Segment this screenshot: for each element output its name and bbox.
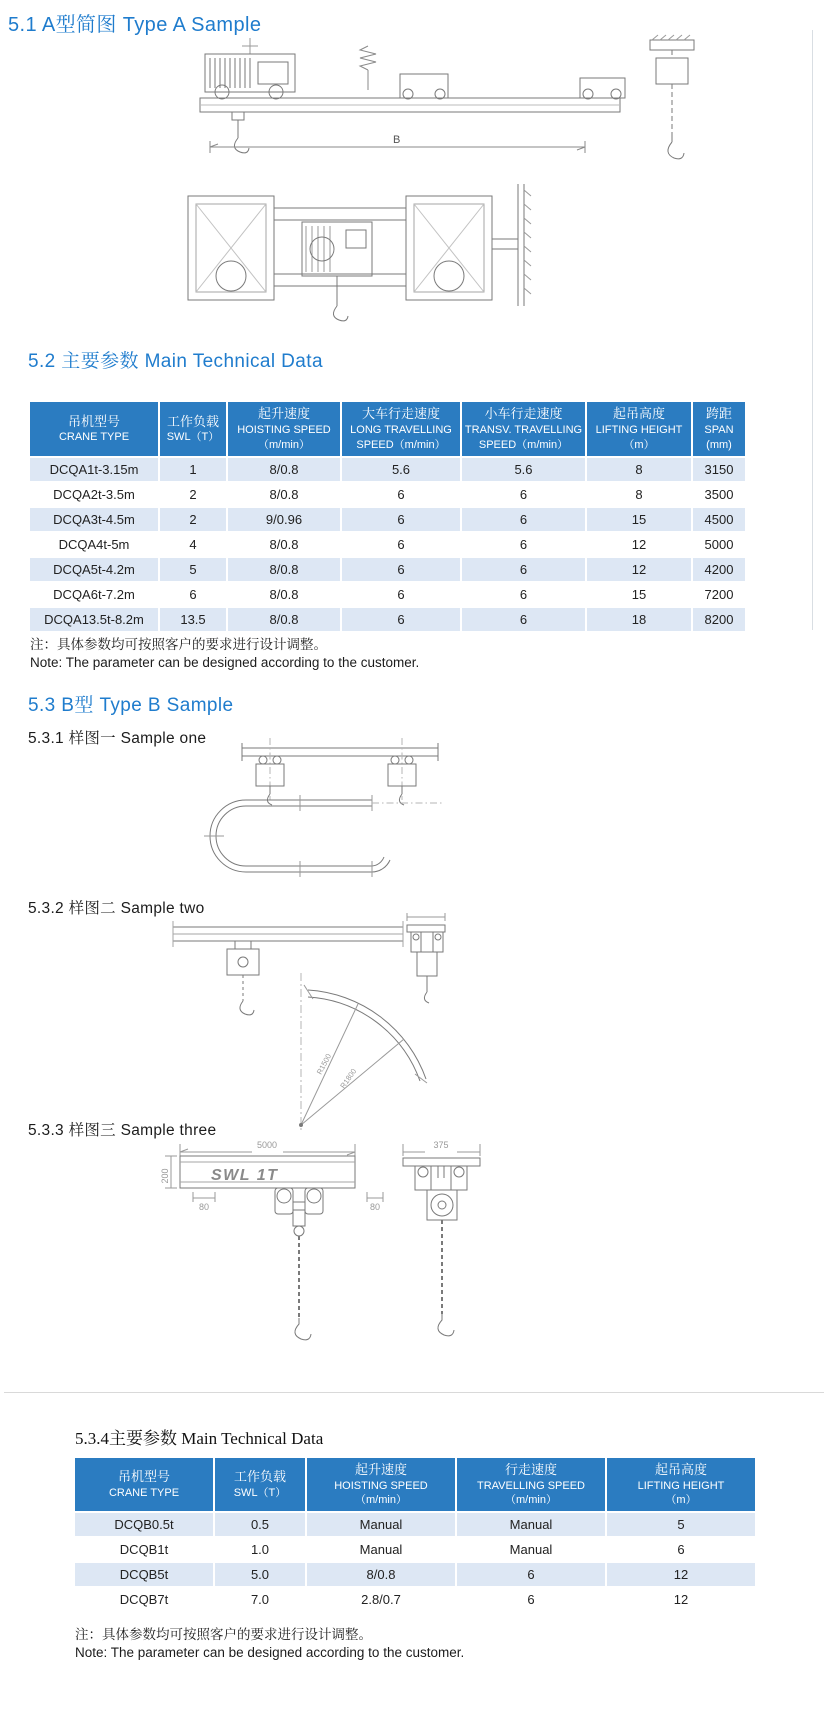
table-cell: DCQA3t-4.5m	[30, 508, 160, 533]
table-cell: 6	[462, 483, 587, 508]
table-cell: 6	[462, 608, 587, 633]
table-cell: 8/0.8	[228, 483, 342, 508]
table-cell: 6	[462, 533, 587, 558]
column-header: 吊机型号 CRANE TYPE	[30, 402, 160, 458]
column-header: 跨距 SPAN (mm)	[693, 402, 747, 458]
table-cell: 2	[160, 483, 228, 508]
table-b-body	[75, 1513, 757, 1613]
table-cell: 1	[160, 458, 228, 483]
page-edge-line	[812, 30, 813, 630]
dimension-label-375: 375	[433, 1140, 449, 1150]
table-cell: 5000	[693, 533, 747, 558]
table-cell: 5.6	[342, 458, 462, 483]
table-row	[75, 1588, 757, 1613]
table-cell: Manual	[307, 1513, 457, 1538]
heading-5-3-1: 5.3.1 样图一 Sample one	[28, 730, 207, 747]
table-cell: 6	[342, 508, 462, 533]
table-cell: 3500	[693, 483, 747, 508]
table-row	[75, 1563, 757, 1588]
table-row	[75, 1538, 757, 1563]
table-cell: 4200	[693, 558, 747, 583]
table-cell: 0.5	[215, 1513, 307, 1538]
dimension-label-200: 200	[160, 1168, 170, 1184]
type-b-sample-one-drawing	[150, 738, 510, 890]
table-a-body	[30, 458, 747, 633]
column-header: 小车行走速度 TRANSV. TRAVELLING SPEED（m/min）	[462, 402, 587, 458]
table-cell: 12	[587, 558, 693, 583]
heading-5-2: 5.2 主要参数 Main Technical Data	[28, 351, 323, 372]
heading-5-3-4: 5.3.4主要参数 Main Technical Data	[75, 1429, 324, 1448]
note-zh: 注：具体参数均可按照客户的要求进行设计调整。	[75, 1627, 372, 1642]
column-header: 起升速度 HOISTING SPEED （m/min）	[307, 1458, 457, 1513]
table-cell: 8	[587, 458, 693, 483]
table-cell: 4	[160, 533, 228, 558]
table-b-header-row	[75, 1458, 757, 1513]
table-cell: 8/0.8	[307, 1563, 457, 1588]
note-en: Note: The parameter can be designed according to the customer.	[30, 655, 420, 670]
dimension-label-80-left: 80	[198, 1202, 210, 1212]
note-en: Note: The parameter can be designed according to the customer.	[75, 1645, 465, 1660]
column-header: 工作负载 SWL（T）	[215, 1458, 307, 1513]
table-cell: 6	[342, 533, 462, 558]
table-cell: 8/0.8	[228, 608, 342, 633]
table-cell: 6	[160, 583, 228, 608]
table-cell: DCQA13.5t-8.2m	[30, 608, 160, 633]
table-cell: 6	[462, 558, 587, 583]
main-technical-data-table-a	[30, 402, 747, 633]
table-cell: 8/0.8	[228, 533, 342, 558]
table-cell: 5.0	[215, 1563, 307, 1588]
column-header: 起吊高度 LIFTING HEIGHT （m）	[607, 1458, 757, 1513]
table-cell: DCQA6t-7.2m	[30, 583, 160, 608]
table-row	[30, 558, 747, 583]
table-cell: 7200	[693, 583, 747, 608]
table-cell: Manual	[307, 1538, 457, 1563]
type-b-sample-three-drawing	[135, 1136, 575, 1351]
column-header: 起升速度 HOISTING SPEED （m/min）	[228, 402, 342, 458]
table-cell: 8/0.8	[228, 583, 342, 608]
table-cell: Manual	[457, 1538, 607, 1563]
table-cell: 1.0	[215, 1538, 307, 1563]
table-cell: 8/0.8	[228, 558, 342, 583]
table-cell: 5	[160, 558, 228, 583]
table-cell: 12	[587, 533, 693, 558]
dimension-label-80-right: 80	[369, 1202, 381, 1212]
table-cell: 15	[587, 583, 693, 608]
table-cell: 6	[342, 583, 462, 608]
table-row	[30, 583, 747, 608]
table-cell: 12	[607, 1588, 757, 1613]
heading-5-3: 5.3 B型 Type B Sample	[28, 695, 234, 716]
table-cell: 6	[457, 1563, 607, 1588]
dimension-label-b: B	[393, 134, 401, 146]
table-cell: 8200	[693, 608, 747, 633]
heading-5-1: 5.1 A型简图 Type A Sample	[8, 14, 262, 36]
table-cell: Manual	[457, 1513, 607, 1538]
column-header: 大车行走速度 LONG TRAVELLING SPEED（m/min）	[342, 402, 462, 458]
radius-label-r1500: R1500	[314, 1052, 334, 1076]
table-cell: 5.6	[462, 458, 587, 483]
table-cell: DCQA2t-3.5m	[30, 483, 160, 508]
table-row	[30, 608, 747, 633]
column-header: 行走速度 TRAVELLING SPEED （m/min）	[457, 1458, 607, 1513]
swl-capacity-label: SWL 1T	[211, 1167, 279, 1184]
table-row	[30, 508, 747, 533]
table-cell: DCQA4t-5m	[30, 533, 160, 558]
table-cell: 18	[587, 608, 693, 633]
table-cell: 5	[607, 1513, 757, 1538]
table-cell: DCQA1t-3.15m	[30, 458, 160, 483]
table-cell: 3150	[693, 458, 747, 483]
table-cell: DCQB5t	[75, 1563, 215, 1588]
heading-5-3-2: 5.3.2 样图二 Sample two	[28, 900, 205, 917]
table-cell: 6	[342, 483, 462, 508]
table-cell: 6	[462, 508, 587, 533]
table-cell: 15	[587, 508, 693, 533]
table-row	[30, 483, 747, 508]
table-cell: 2.8/0.7	[307, 1588, 457, 1613]
table-cell: 6	[342, 608, 462, 633]
table-cell: 7.0	[215, 1588, 307, 1613]
heading-5-3-3: 5.3.3 样图三 Sample three	[28, 1122, 217, 1139]
section-divider-line	[4, 1392, 824, 1393]
table-cell: DCQA5t-4.2m	[30, 558, 160, 583]
table-cell: 6	[607, 1538, 757, 1563]
note-zh: 注：具体参数均可按照客户的要求进行设计调整。	[30, 637, 327, 652]
table-cell: 8/0.8	[228, 458, 342, 483]
type-b-sample-two-drawing	[115, 913, 535, 1133]
table-cell: 6	[342, 558, 462, 583]
table-row	[75, 1513, 757, 1538]
column-header: 起吊高度 LIFTING HEIGHT （m）	[587, 402, 693, 458]
column-header: 工作负载 SWL（T）	[160, 402, 228, 458]
table-cell: DCQB1t	[75, 1538, 215, 1563]
table-cell: 2	[160, 508, 228, 533]
dimension-label-5000: 5000	[256, 1140, 278, 1150]
main-technical-data-table-b	[75, 1458, 757, 1613]
column-header: 吊机型号 CRANE TYPE	[75, 1458, 215, 1513]
table-a-header-row	[30, 402, 747, 458]
table-row	[30, 458, 747, 483]
table-cell: DCQB0.5t	[75, 1513, 215, 1538]
table-cell: 8	[587, 483, 693, 508]
table-cell: DCQB7t	[75, 1588, 215, 1613]
table-cell: 6	[457, 1588, 607, 1613]
type-a-crane-drawing	[150, 34, 710, 342]
table-cell: 12	[607, 1563, 757, 1588]
table-cell: 6	[462, 583, 587, 608]
table-cell: 9/0.96	[228, 508, 342, 533]
table-row	[30, 533, 747, 558]
radius-label-r1800: R1800	[338, 1066, 359, 1091]
table-cell: 13.5	[160, 608, 228, 633]
table-cell: 4500	[693, 508, 747, 533]
